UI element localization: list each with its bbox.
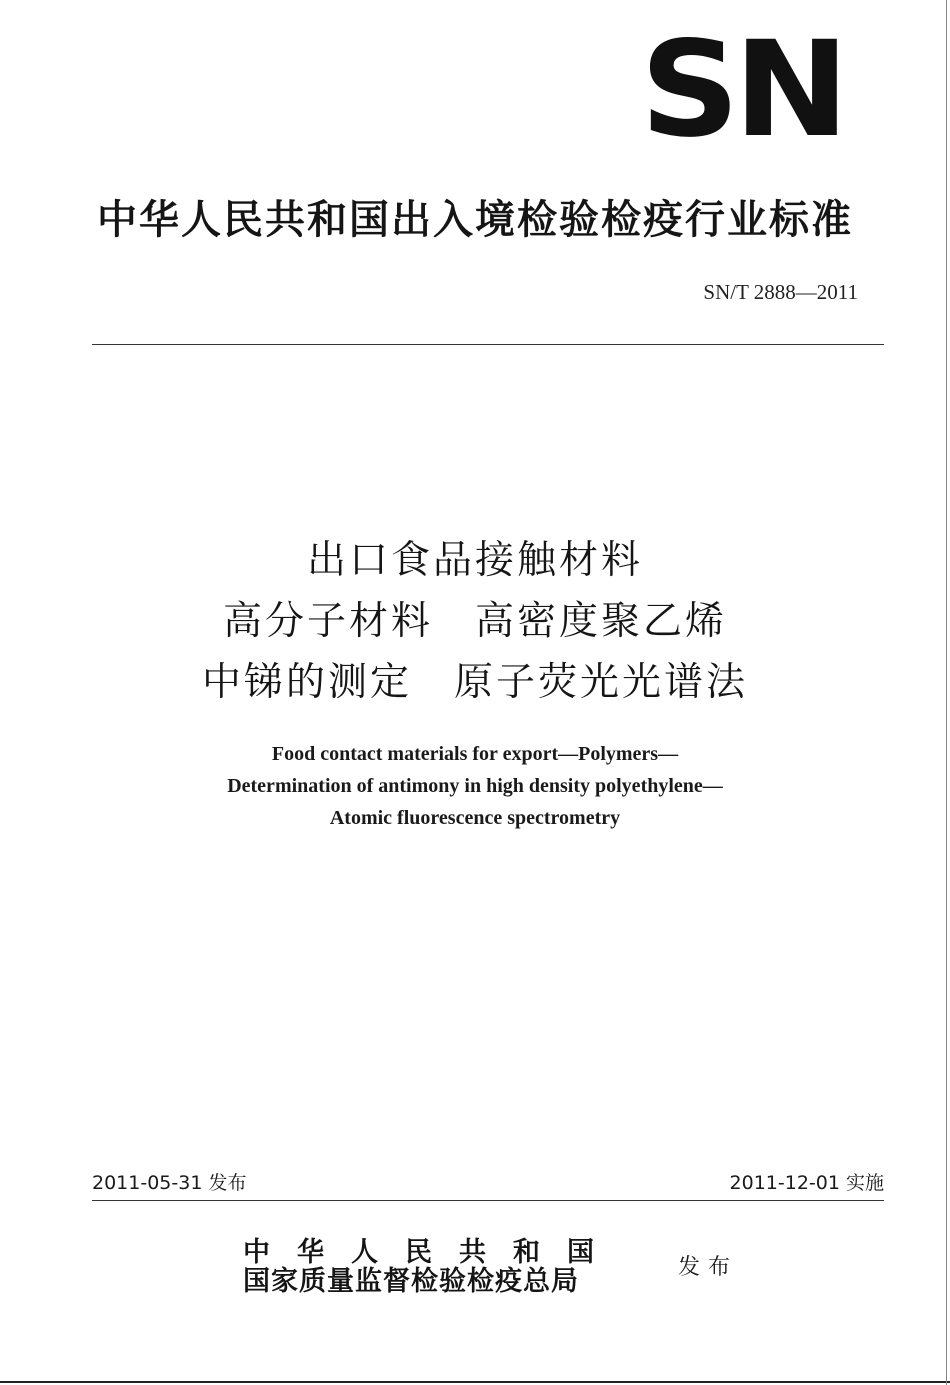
top-divider	[92, 344, 884, 345]
sn-logo: SN	[640, 13, 844, 167]
english-title-line-1: Food contact materials for export—Polymers—	[271, 743, 679, 765]
org-title: 中华人民共和国出入境检验检疫行业标准	[97, 197, 853, 243]
chinese-title	[0, 530, 950, 713]
english-title-line-3: Atomic fluorescence spectrometry	[329, 807, 621, 829]
english-title-line-2: Determination of antimony in high density polyethylene—	[227, 775, 723, 797]
issuing-authority	[243, 1238, 621, 1296]
issuer-line-1: 中华人民共和国	[243, 1237, 621, 1268]
issue-action: 发布	[678, 1255, 739, 1280]
english-title	[0, 738, 950, 834]
page-bottom-border	[0, 1381, 950, 1383]
implementation-date: 2011-12-01 实施	[729, 1172, 884, 1194]
page-right-edge	[946, 0, 947, 1385]
chinese-title-line-1: 出口食品接触材料	[306, 538, 643, 583]
chinese-title-line-3: 中锑的测定 原子荧光光谱法	[201, 660, 748, 705]
issue-date: 2011-05-31 发布	[92, 1172, 247, 1194]
date-row	[92, 1168, 884, 1198]
standard-number: SN/T 2888—2011	[703, 280, 858, 304]
issuer-line-2: 国家质量监督检验检疫总局	[243, 1266, 579, 1297]
bottom-divider	[92, 1200, 884, 1201]
chinese-title-line-2: 高分子材料 高密度聚乙烯	[222, 599, 727, 644]
